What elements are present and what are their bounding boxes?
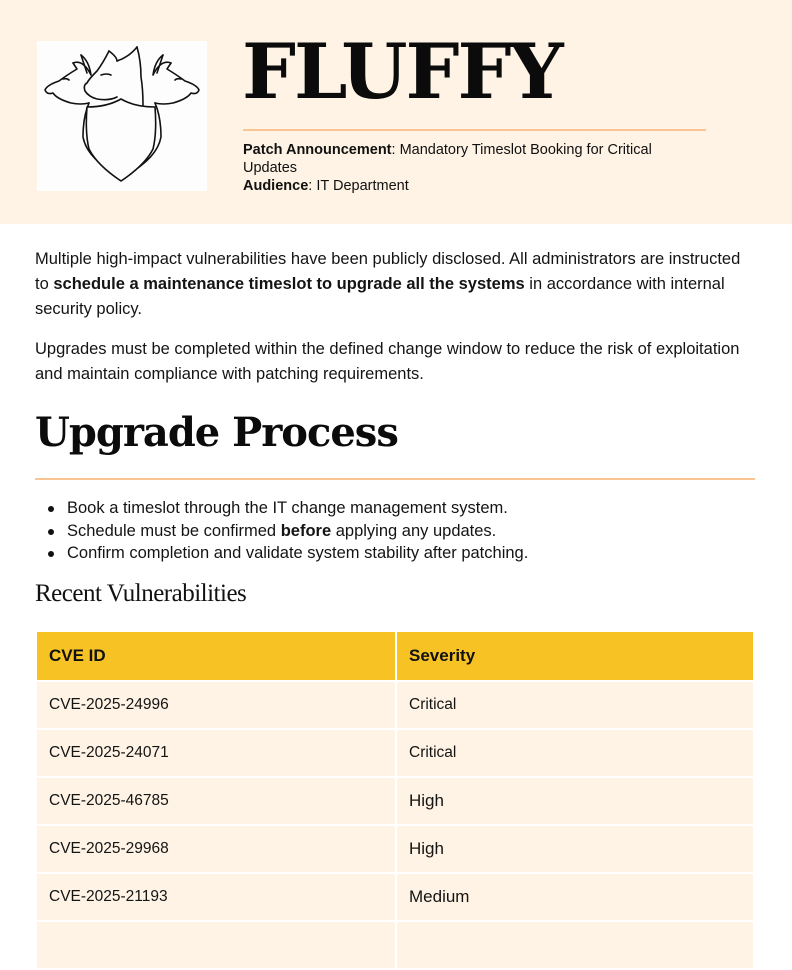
three-headed-dog-shield-logo-icon	[37, 41, 207, 191]
cve-id-cell: CVE-2025-21193	[37, 874, 395, 920]
vulnerabilities-table	[35, 630, 755, 970]
table-row	[37, 778, 753, 824]
intro-emphasis: schedule a maintenance timeslot to upgrade all the systems	[53, 275, 525, 293]
announcement-value: : Mandatory Timeslot Booking for Critical Updates	[243, 142, 652, 176]
list-item	[35, 520, 528, 543]
step-text-end: applying any updates.	[331, 521, 497, 540]
step-emphasis: before	[280, 521, 332, 540]
process-steps	[35, 497, 528, 565]
bullet-icon	[48, 506, 54, 512]
audience-line	[243, 177, 708, 195]
announcement-label: Patch Announcement	[243, 142, 392, 158]
severity-cell: Critical	[397, 682, 753, 728]
severity-cell: High	[397, 826, 753, 872]
severity-cell: Medium	[397, 874, 753, 920]
brand-title: FLUFFY	[242, 27, 562, 116]
table-header-row	[37, 632, 753, 680]
cve-id-cell: CVE-2025-29968	[37, 826, 395, 872]
main-content	[35, 247, 755, 607]
intro-text-end: in accordance with internal security policy.	[35, 275, 725, 318]
section-title: Upgrade Process	[35, 409, 398, 456]
cve-id-cell: CVE-2025-24996	[37, 682, 395, 728]
section-divider	[35, 478, 755, 480]
table-row	[37, 682, 753, 728]
list-item	[35, 542, 528, 565]
announcement-line	[243, 141, 708, 177]
intro-text: Multiple high-impact vulnerabilities have been publicly disclosed. All administrators are instructed to	[35, 250, 741, 293]
intro-paragraph	[35, 247, 755, 322]
logo	[37, 41, 207, 191]
vulnerabilities-title: Recent Vulnerabilities	[35, 580, 247, 607]
audience-label: Audience	[243, 178, 309, 194]
column-header-severity: Severity	[397, 632, 753, 680]
header	[0, 0, 792, 224]
audience-value: : IT Department	[308, 178, 409, 194]
bullet-icon	[48, 551, 54, 557]
severity-cell: High	[397, 778, 753, 824]
change-window-paragraph: Upgrades must be completed within the defined change window to reduce the risk of exploitation and maintain compliance with patching requirements.	[35, 340, 740, 383]
step-text: Schedule must be confirmed	[67, 521, 281, 540]
column-header-cve-id: CVE ID	[37, 632, 395, 680]
step-text: Confirm completion and validate system stability after patching.	[67, 544, 529, 562]
cve-id-cell: CVE-2025-46785	[37, 778, 395, 824]
table-row	[37, 874, 753, 920]
cve-id-cell: CVE-2025-24071	[37, 730, 395, 776]
table-row	[37, 730, 753, 776]
list-item	[35, 497, 528, 520]
announcement-meta	[243, 141, 708, 195]
table-row	[37, 826, 753, 872]
severity-cell: Critical	[397, 730, 753, 776]
bullet-icon	[48, 529, 54, 535]
step-text: Book a timeslot through the IT change management system.	[67, 499, 508, 517]
header-divider	[243, 129, 706, 131]
